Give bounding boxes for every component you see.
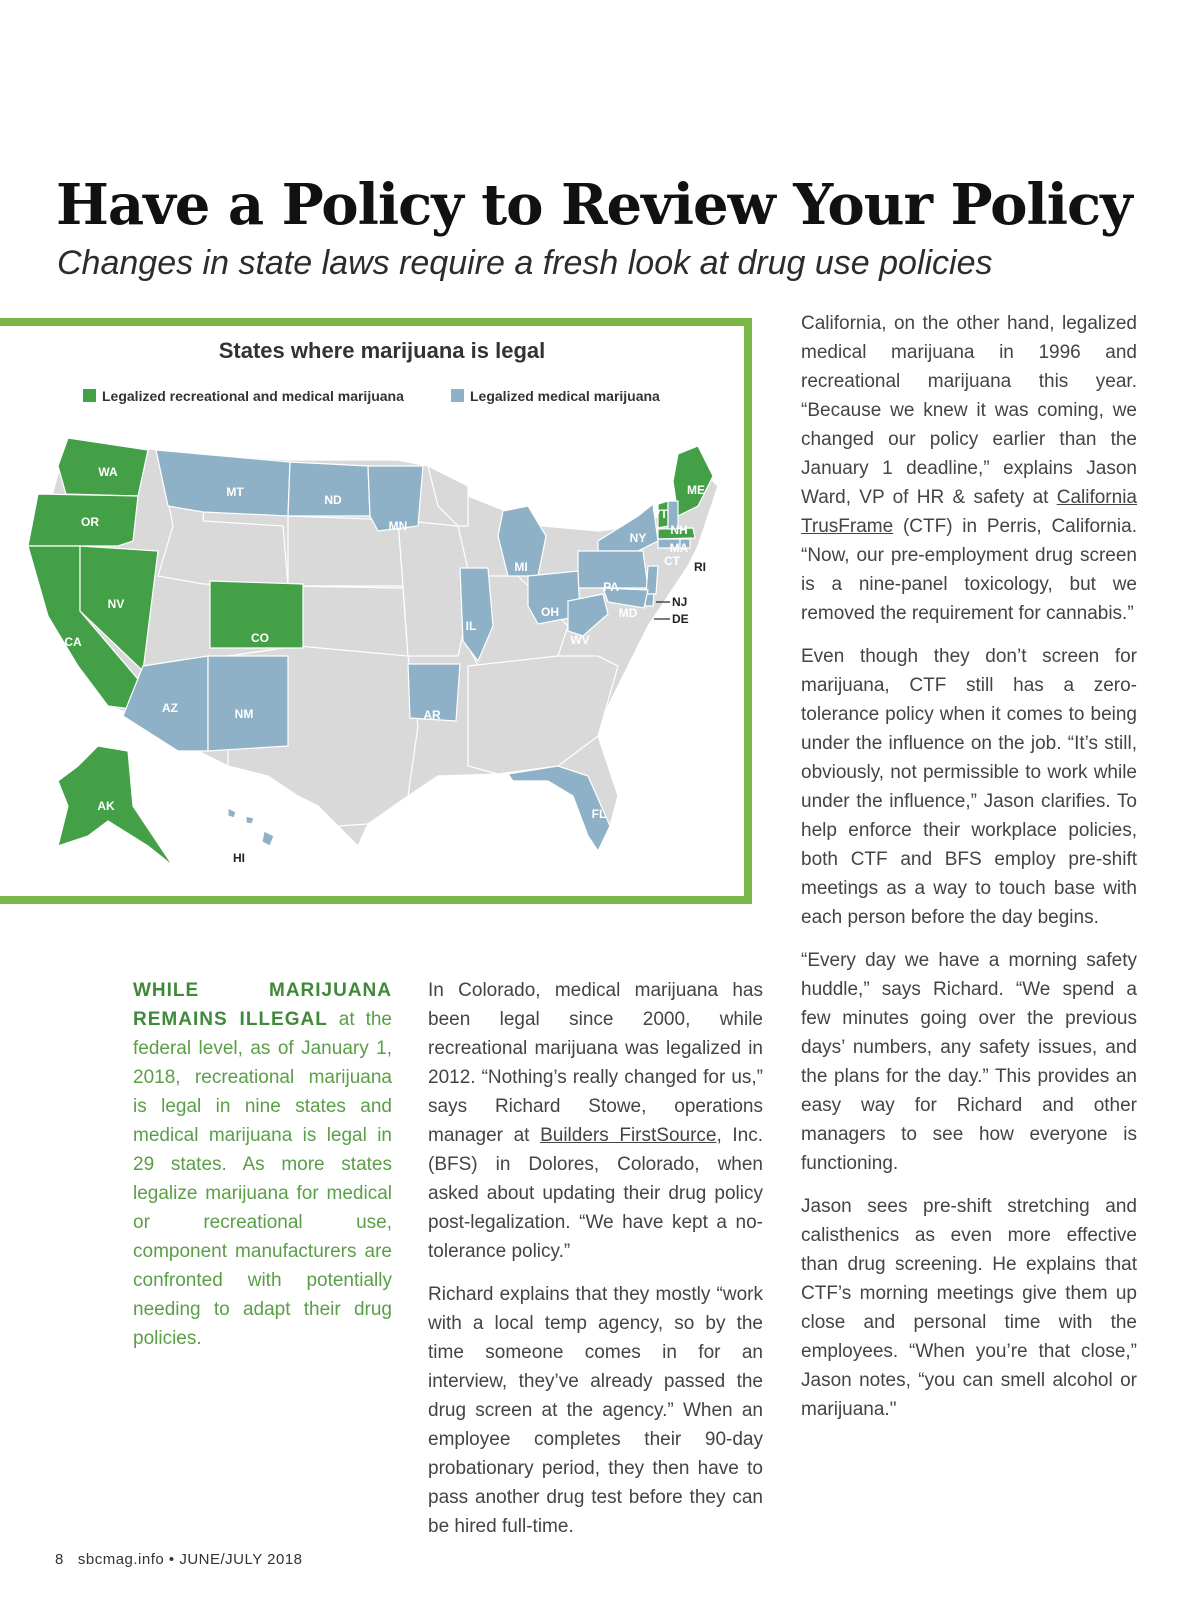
- label-hi: HI: [233, 851, 245, 865]
- label-mt: MT: [226, 485, 244, 499]
- page-footer: [55, 1551, 303, 1568]
- us-map: [0, 326, 744, 896]
- map-title: States where marijuana is legal: [218, 338, 546, 363]
- label-mi: MI: [514, 560, 528, 574]
- label-nd: ND: [324, 493, 342, 507]
- right-paragraph-3: “Every day we have a morning safety huddle,” says Richard. “We spend a few minutes going over the previous days’ numbers, any safety issues, and the plans for the day.” This provides an easy way for Richard and other managers to see how everyone is functioning.: [801, 950, 1137, 1174]
- label-ct: CT: [664, 554, 680, 568]
- intro-paragraph: [133, 976, 392, 1353]
- label-mn: MN: [388, 519, 408, 533]
- legend-medical-swatch: [451, 389, 464, 402]
- label-md: MD: [618, 606, 638, 620]
- legend-recreational-label: Legalized recreational and medical marijuana: [102, 388, 404, 404]
- state-nd: [288, 462, 370, 516]
- intro-body: at the federal level, as of January 1, 2018, recreational marijuana is legal in nine states and medical marijuana is legal in 29 states. As more states legalize marijuana for medical or recreational use, component manufacturers are confronted with potentially needing to adapt their drug policies.: [133, 1009, 392, 1349]
- label-me: ME: [687, 483, 705, 497]
- article-column-middle: [428, 976, 763, 1555]
- footer-site: sbcmag.info: [77, 1551, 165, 1568]
- map-figure: [0, 318, 752, 904]
- label-or: OR: [81, 515, 99, 529]
- label-wa: WA: [98, 465, 118, 479]
- label-nh: NH: [670, 523, 688, 537]
- label-nv: NV: [107, 597, 125, 611]
- article-subtitle: Changes in state laws require a fresh look at drug use policies: [57, 244, 993, 282]
- label-fl: FL: [591, 807, 607, 821]
- right-p1-text: California, on the other hand, legalized medical marijuana in 1996 and recreational marijuana this year. “Because we knew it was coming, we changed our policy earlier than the January 1 deadline,” explains Jason Ward, VP of HR & safety at: [801, 313, 1137, 508]
- label-ma: MA: [669, 541, 689, 555]
- article-title: Have a Policy to Review Your Policy: [56, 172, 1132, 238]
- label-ca: CA: [64, 635, 82, 649]
- label-ri: RI: [694, 560, 706, 574]
- legend-recreational-swatch: [83, 389, 96, 402]
- page-number: 8: [55, 1551, 64, 1568]
- middle-paragraph-2: Richard explains that they mostly “work with a local temp agency, so by the time someone comes in for an interview, they’ve already passed the drug screen at the agency.” When an employee completes their 90-day probationary period, they then have to pass another drug test before they can be hired full-time.: [428, 1284, 763, 1537]
- state-ny: [598, 504, 658, 551]
- middle-paragraph-1: [428, 976, 763, 1266]
- state-ks-ok: [288, 586, 408, 656]
- label-ar: AR: [423, 708, 441, 722]
- legend-medical-label: Legalized medical marijuana: [470, 388, 660, 404]
- state-mt: [156, 450, 290, 516]
- state-ak: [58, 746, 173, 866]
- label-co: CO: [251, 631, 269, 645]
- builders-firstsource-link[interactable]: Builders FirstSource: [540, 1125, 717, 1146]
- label-wv: WV: [570, 633, 590, 647]
- right-p1-text-end: (CTF) in Perris, California. “Now, our pre-employment drug screen is a nine-panel toxicology, but we removed the requirement for cannabis.”: [801, 516, 1137, 624]
- label-az: AZ: [162, 701, 178, 715]
- label-vt: VT: [652, 507, 668, 521]
- middle-p1-text-end: , Inc. (BFS) in Dolores, Colorado, when asked about updating their drug policy post-legalization. “We have kept a no-tolerance policy.”: [428, 1125, 764, 1262]
- right-paragraph-2: Even though they don’t screen for marijuana, CTF still has a zero-tolerance policy when it comes to being under the influence on the job. “It’s still, obviously, not permissible to work while under the influence,” Jason clarifies. To help enforce their workplace policies, both CTF and BFS employ pre-shift meetings as a way to touch base with each person before the day begins.: [801, 646, 1137, 928]
- article-column-right: [801, 309, 1137, 1438]
- label-pa: PA: [603, 580, 619, 594]
- footer-separator: •: [168, 1551, 175, 1568]
- footer-issue: JUNE/JULY 2018: [179, 1551, 303, 1568]
- california-trusframe-link[interactable]: California TrusFrame: [801, 487, 1137, 537]
- label-ak: AK: [97, 799, 115, 813]
- state-hi: [228, 808, 274, 846]
- sidebar-intro: [133, 976, 392, 1367]
- right-paragraph-4: Jason sees pre-shift stretching and calisthenics as even more effective than drug screening. He explains that CTF’s morning meetings give them up close and personal time with the employees. “When you’re that close,” Jason notes, “you can smell alcohol or marijuana.": [801, 1196, 1137, 1420]
- label-il: IL: [465, 619, 477, 633]
- label-nj: NJ: [672, 595, 688, 609]
- label-ny: NY: [629, 531, 647, 545]
- label-de: DE: [672, 612, 689, 626]
- label-oh: OH: [541, 605, 559, 619]
- middle-p1-text: In Colorado, medical marijuana has been legal since 2000, while recreational marijuana was legalized in 2012. “Nothing’s really changed for us,” says Richard Stowe, operations manager at: [428, 980, 763, 1146]
- state-nm: [208, 656, 288, 751]
- right-paragraph-1: [801, 309, 1137, 628]
- intro-lead: WHILE MARIJUANA REMAINS ILLEGAL: [133, 980, 392, 1030]
- label-nm: NM: [234, 707, 254, 721]
